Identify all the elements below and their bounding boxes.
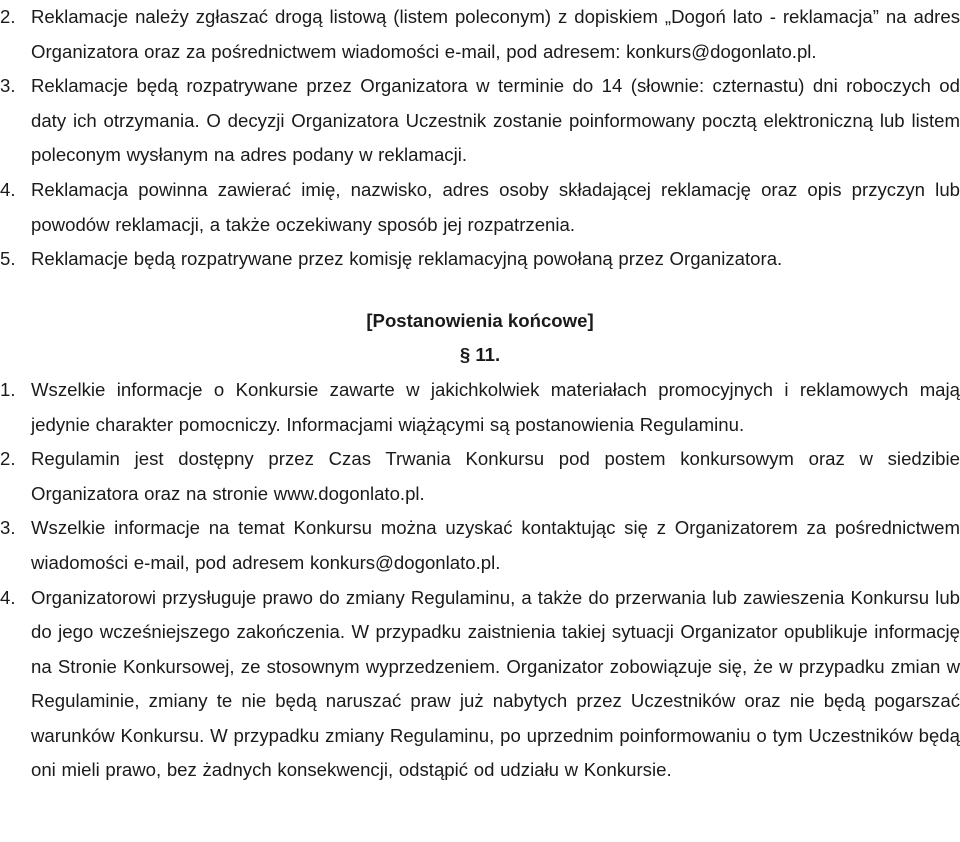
item-text: Regulamin jest dostępny przez Czas Trwania Konkursu pod postem konkursowym oraz w siedzibie Organizatora oraz na stronie www.dogonlato.pl.: [31, 448, 960, 504]
item-number: 3.: [0, 517, 16, 539]
item-text: Wszelkie informacje o Konkursie zawarte w jakichkolwiek materiałach promocyjnych i reklamowych mają jedynie charakter pomocniczy. Informacjami wiążącymi są postanowienia Regulaminu.: [31, 378, 960, 435]
item-number: 4.: [0, 586, 16, 608]
list-item: [0, 581, 960, 789]
item-text: Wszelkie informacje na temat Konkursu można uzyskać kontaktując się z Organizatorem za pośrednictwem wiadomości e-mail, pod adresem konkurs@dogonlato.pl.: [31, 517, 960, 573]
item-number: 4.: [0, 178, 16, 200]
item-number: 1.: [0, 378, 16, 400]
item-number: 2.: [0, 448, 16, 470]
section-gap: [0, 277, 960, 304]
item-number: 3.: [0, 75, 16, 97]
list-item: [0, 442, 960, 511]
item-text: Reklamacje należy zgłaszać drogą listową (listem poleconym) z dopiskiem „Dogoń lato - reklamacja” na adres Organizatora oraz za pośrednictwem wiadomości e-mail, pod adresem: konkurs@dogonlato.pl.: [31, 6, 960, 62]
item-text: Reklamacje będą rozpatrywane przez komisję reklamacyjną powołaną przez Organizatora.: [31, 248, 783, 270]
list-item: [0, 173, 960, 242]
list-item: [0, 69, 960, 173]
item-text: Organizatorowi przysługuje prawo do zmiany Regulaminu, a także do przerwania lub zawieszenia Konkursu lub do jego wcześniejszego zakończenia. W przypadku zaistnienia takiej sytuacji Organizator opublikuje informację na Stronie Konkursowej, ze stosownym wyprzedzeniem. Organizator zobowiązuje się, że w przypadku zmian w Regulaminie, zmiany te nie będą naruszać praw już nabytych przez Uczestników oraz nie będą pogarszać warunków Konkursu. W przypadku zmiany Regulaminu, po uprzednim poinformowaniu o tym Uczestników będą oni mieli prawo, bez żadnych konsekwencji, odstąpić od udziału w Konkursie.: [31, 586, 960, 781]
section-number: § 11.: [459, 344, 501, 366]
complaints-list: [0, 0, 960, 277]
list-item: [0, 0, 960, 69]
item-number: 5.: [0, 248, 16, 270]
item-number: 2.: [0, 6, 16, 27]
section-heading: [Postanowienia końcowe]: [366, 309, 594, 331]
list-item: [0, 373, 960, 442]
final-provisions-list: [0, 373, 960, 788]
list-item: [0, 511, 960, 580]
item-text: Reklamacja powinna zawierać imię, nazwisko, adres osoby składającej reklamację oraz opis przyczyn lub powodów reklamacji, a także oczekiwany sposób jej rozpatrzenia.: [31, 178, 960, 235]
list-item: [0, 242, 960, 277]
item-text: Reklamacje będą rozpatrywane przez Organizatora w terminie do 14 (słownie: czternastu) dni roboczych od daty ich otrzymania. O decyzji Organizatora Uczestnik zostanie poinformowany pocztą elektroniczną lub listem poleconym wysłanym na adres podany w reklamacji.: [31, 75, 960, 166]
